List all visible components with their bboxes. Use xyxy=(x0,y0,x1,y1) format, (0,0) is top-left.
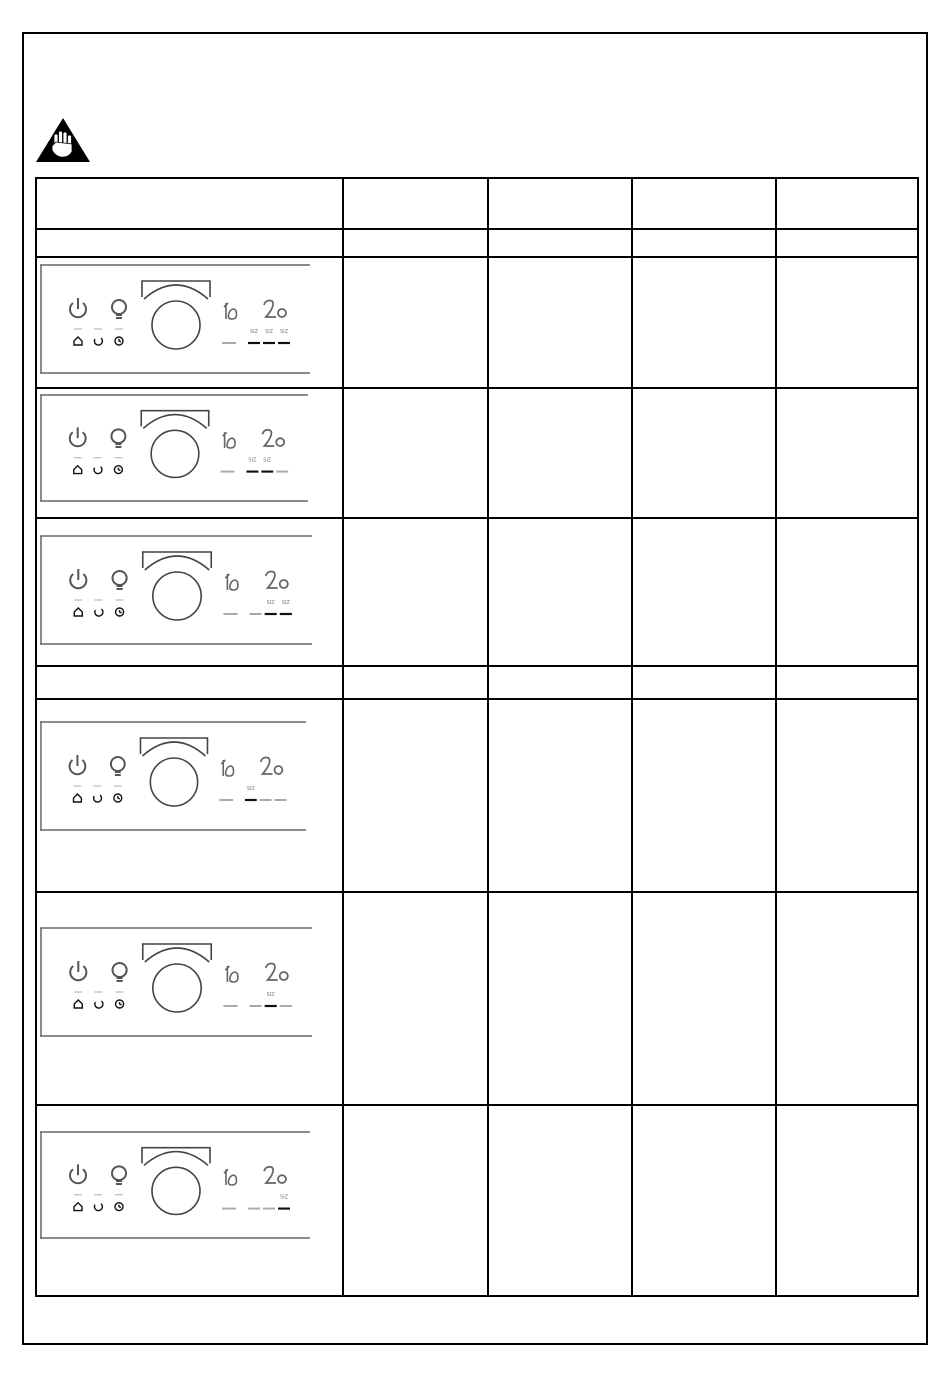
grease-filter-icon xyxy=(223,432,235,448)
table-column-divider xyxy=(775,179,777,1295)
table-row-divider xyxy=(37,665,917,667)
table-column-divider xyxy=(487,179,489,1295)
fan-speed-icon xyxy=(261,758,283,775)
table-row-divider xyxy=(37,387,917,389)
control-panel-illustration xyxy=(40,534,312,646)
fan-speed-label: SIZ xyxy=(246,785,255,793)
control-panel-illustration xyxy=(40,263,310,375)
fan-speed-label: SIZ xyxy=(281,600,290,606)
table-row-divider xyxy=(37,891,917,893)
table-row-divider xyxy=(37,228,917,230)
fan-speed-label: SIZ xyxy=(249,329,259,335)
fan-speed-label: SIZ xyxy=(279,1194,289,1201)
home-icon xyxy=(74,608,82,616)
clock-icon xyxy=(114,466,122,474)
reset-icon xyxy=(94,467,102,474)
grease-filter-icon xyxy=(225,574,238,590)
control-knob xyxy=(141,411,208,478)
fan-speed-label: SIZ xyxy=(279,329,289,335)
fan-speed-label: SIZ xyxy=(266,600,275,606)
fan-speed-label: SIZ xyxy=(264,329,274,335)
fan-speed-label: SIZ xyxy=(248,457,257,464)
light-bulb-icon xyxy=(113,963,127,981)
reset-icon xyxy=(94,338,102,345)
home-icon xyxy=(74,1000,82,1008)
light-bulb-icon xyxy=(112,1166,126,1184)
fan-speed-icon xyxy=(266,964,288,981)
control-knob xyxy=(140,738,207,806)
grease-filter-icon xyxy=(225,966,238,982)
power-icon xyxy=(70,569,86,588)
reset-icon xyxy=(94,795,102,802)
control-panel-illustration xyxy=(40,926,312,1038)
grease-filter-icon xyxy=(224,303,237,319)
control-knob xyxy=(142,281,210,349)
table-column-divider xyxy=(342,179,344,1295)
control-knob xyxy=(143,944,212,1012)
grease-filter-icon xyxy=(221,760,233,776)
power-icon xyxy=(70,961,86,980)
power-icon xyxy=(70,755,86,774)
fan-speed-icon xyxy=(262,430,284,446)
home-icon xyxy=(74,337,82,345)
clock-icon xyxy=(115,337,123,345)
light-bulb-icon xyxy=(111,429,125,447)
home-icon xyxy=(74,466,82,474)
fan-speed-label: SIZ xyxy=(266,992,275,998)
hand-stop-warning-icon xyxy=(34,116,92,164)
light-bulb-icon xyxy=(111,757,125,775)
home-icon xyxy=(73,794,81,802)
reset-icon xyxy=(95,609,103,616)
table-row-divider xyxy=(37,256,917,258)
power-icon xyxy=(70,427,86,446)
light-bulb-icon xyxy=(112,300,126,318)
power-icon xyxy=(70,298,86,317)
table-row-divider xyxy=(37,1104,917,1106)
fan-speed-icon xyxy=(264,1167,286,1183)
fan-speed-label: SIZ xyxy=(263,457,272,464)
light-bulb-icon xyxy=(113,571,127,589)
home-icon xyxy=(74,1203,82,1211)
clock-icon xyxy=(115,1203,123,1211)
grease-filter-icon xyxy=(224,1169,237,1185)
clock-icon xyxy=(116,1000,124,1008)
fan-speed-icon xyxy=(264,301,286,318)
power-icon xyxy=(70,1164,86,1183)
table-row-divider xyxy=(37,517,917,519)
control-panel-illustration xyxy=(40,1130,310,1240)
control-panel-illustration xyxy=(40,393,308,503)
table-column-divider xyxy=(631,179,633,1295)
reset-icon xyxy=(95,1001,103,1008)
control-knob xyxy=(142,1148,210,1215)
table-row-divider xyxy=(37,698,917,700)
clock-icon xyxy=(114,794,122,802)
control-panel-illustration xyxy=(40,720,306,832)
reset-icon xyxy=(94,1204,102,1211)
fan-speed-icon xyxy=(266,572,288,589)
control-knob xyxy=(143,552,212,620)
clock-icon xyxy=(116,608,124,616)
